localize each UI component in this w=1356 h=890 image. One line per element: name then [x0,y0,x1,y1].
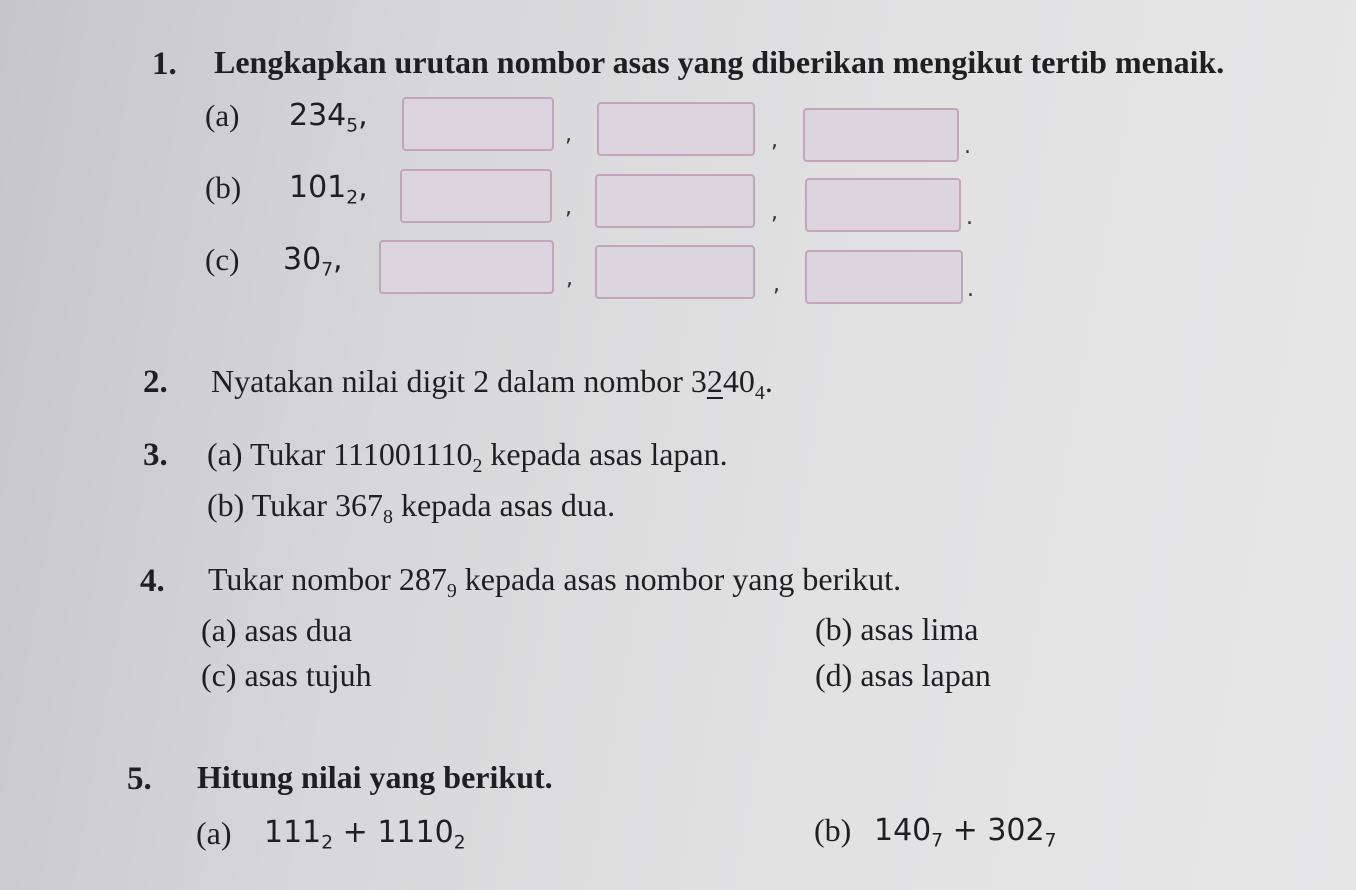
q3a-text: (a) Tukar $111001110_2$ kepada asas lapan. [207,436,728,477]
q1c-separator-2: , [773,272,780,297]
q5b-label: (b) [814,812,852,848]
q1c-start-number: $30_7$, [283,242,343,281]
q1a-period: . [964,134,971,159]
q1-number: 1. [152,46,177,82]
q1b-separator-2: , [771,200,778,225]
q1b-answer-box-2[interactable] [595,174,755,228]
q5b-expression: $140_7 + 302_7$ [874,813,1057,852]
q4-text: Tukar nombor $287_9$ kepada asas nombor yang berikut. [208,561,902,602]
q4-number: 4. [140,563,165,599]
q1c-period: . [967,277,974,302]
q4-option-a: (a) asas dua [201,612,353,648]
q1b-answer-box-1[interactable] [400,169,552,223]
q2-underlined-digit: 2 [706,363,723,399]
q1a-label: (a) [205,98,240,133]
q4-option-c: (c) asas tujuh [201,657,372,693]
q1a-answer-box-1[interactable] [402,97,554,151]
q1a-answer-box-2[interactable] [597,102,755,156]
q1b-separator-1: , [565,195,572,220]
q5a-expression: $111_2 + 1110_2$ [264,815,466,854]
q2-number: 2. [143,364,168,400]
q5a-label: (a) [196,815,232,851]
q1a-separator-2: , [771,128,778,153]
q3-number: 3. [143,437,168,473]
q1a-start-number: $234_5$, [289,98,368,137]
q1a-answer-box-3[interactable] [803,108,959,162]
q1-text: Lengkapkan urutan nombor asas yang diberikan mengikut tertib menaik. [214,44,1225,80]
q1c-answer-box-3[interactable] [805,250,963,304]
q2-number-value: $3240_4$ [690,363,765,404]
q1c-separator-1: , [566,266,573,291]
q1c-answer-box-1[interactable] [379,240,554,294]
q5-text: Hitung nilai yang berikut. [197,759,553,795]
q5-number: 5. [127,761,152,797]
q1c-answer-box-2[interactable] [595,245,755,299]
q4-option-b: (b) asas lima [815,611,979,647]
q1b-label: (b) [205,170,242,205]
q1b-answer-box-3[interactable] [805,178,961,232]
q2-text: Nyatakan nilai digit 2 dalam nombor $3240_4$. [211,363,773,404]
q1c-label: (c) [205,242,240,277]
q1b-period: . [966,205,973,230]
q4-option-d: (d) asas lapan [815,657,991,693]
q1a-separator-1: , [565,122,572,147]
q1b-start-number: $101_2$, [289,170,368,209]
q3b-text: (b) Tukar $367_8$ kepada asas dua. [207,487,616,528]
